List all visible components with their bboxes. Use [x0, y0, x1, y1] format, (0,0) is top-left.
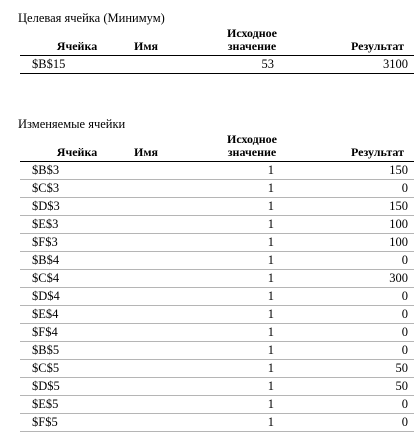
- table-row: [20, 414, 414, 432]
- result-value: 0: [302, 306, 414, 324]
- table-row: [20, 378, 414, 396]
- table-row: [20, 234, 414, 252]
- result-value: 3100: [302, 56, 414, 74]
- result-value: 100: [302, 234, 414, 252]
- cell-address: $D$3: [20, 198, 122, 216]
- result-value: 50: [302, 360, 414, 378]
- header-result: Результат: [350, 39, 404, 53]
- cell-name: [122, 414, 202, 432]
- cell-address: $C$3: [20, 180, 122, 198]
- cell-name: [122, 288, 202, 306]
- result-value: 0: [302, 396, 414, 414]
- cell-name: [122, 198, 202, 216]
- cell-name: [122, 360, 202, 378]
- table-row: [20, 324, 414, 342]
- header-result: Результат: [350, 145, 404, 159]
- original-value: 1: [202, 252, 302, 270]
- cell-name: [122, 306, 202, 324]
- header-original-line1: Исходное: [226, 132, 277, 146]
- cell-name: [122, 56, 202, 74]
- cell-address: $F$3: [20, 234, 122, 252]
- header-name: Имя: [134, 39, 158, 53]
- header-original-line2: значение: [227, 145, 277, 159]
- changing-cells-section-title: Изменяемые ячейки: [18, 117, 126, 131]
- original-value: 1: [202, 216, 302, 234]
- result-value: 0: [302, 414, 414, 432]
- original-value: 1: [202, 288, 302, 306]
- header-original-value: [202, 27, 302, 56]
- original-value: 1: [202, 378, 302, 396]
- header-name: Имя: [134, 145, 158, 159]
- cell-address: $F$4: [20, 324, 122, 342]
- table-row: [20, 396, 414, 414]
- header-cell: Ячейка: [56, 39, 98, 53]
- cell-address: $E$3: [20, 216, 122, 234]
- result-value: 100: [302, 216, 414, 234]
- cell-name: [122, 270, 202, 288]
- original-value: 1: [202, 180, 302, 198]
- table-row: [20, 198, 414, 216]
- cell-address: $C$4: [20, 270, 122, 288]
- header-cell: Ячейка: [56, 145, 98, 159]
- result-value: 0: [302, 252, 414, 270]
- header-original-value: [202, 133, 302, 162]
- cell-address: $D$4: [20, 288, 122, 306]
- table-header-row: [20, 27, 414, 56]
- cell-name: [122, 324, 202, 342]
- cell-address: $E$4: [20, 306, 122, 324]
- original-value: 1: [202, 198, 302, 216]
- cell-name: [122, 180, 202, 198]
- changing-cells-table: [20, 133, 414, 432]
- result-value: 0: [302, 288, 414, 306]
- cell-name: [122, 252, 202, 270]
- cell-name: [122, 162, 202, 180]
- target-cell-table: [20, 27, 414, 74]
- result-value: 0: [302, 180, 414, 198]
- result-value: 0: [302, 342, 414, 360]
- original-value: 1: [202, 396, 302, 414]
- table-row: [20, 56, 414, 74]
- cell-name: [122, 342, 202, 360]
- original-value: 1: [202, 162, 302, 180]
- original-value: 1: [202, 342, 302, 360]
- cell-name: [122, 216, 202, 234]
- target-cell-section-title: Целевая ячейка (Минимум): [18, 11, 165, 25]
- result-value: 0: [302, 324, 414, 342]
- table-row: [20, 288, 414, 306]
- cell-address: $B$15: [20, 56, 122, 74]
- original-value: 1: [202, 324, 302, 342]
- original-value: 1: [202, 360, 302, 378]
- cell-address: $B$3: [20, 162, 122, 180]
- table-row: [20, 360, 414, 378]
- table-row: [20, 180, 414, 198]
- cell-name: [122, 378, 202, 396]
- table-row: [20, 252, 414, 270]
- original-value: 53: [202, 56, 302, 74]
- original-value: 1: [202, 270, 302, 288]
- cell-address: $F$5: [20, 414, 122, 432]
- original-value: 1: [202, 234, 302, 252]
- cell-name: [122, 234, 202, 252]
- result-value: 150: [302, 162, 414, 180]
- header-original-line1: Исходное: [226, 26, 277, 40]
- table-row: [20, 162, 414, 180]
- table-row: [20, 306, 414, 324]
- cell-address: $D$5: [20, 378, 122, 396]
- table-row: [20, 270, 414, 288]
- original-value: 1: [202, 414, 302, 432]
- cell-address: $B$5: [20, 342, 122, 360]
- table-row: [20, 216, 414, 234]
- table-header-row: [20, 133, 414, 162]
- cell-address: $E$5: [20, 396, 122, 414]
- header-original-line2: значение: [227, 39, 277, 53]
- result-value: 300: [302, 270, 414, 288]
- original-value: 1: [202, 306, 302, 324]
- table-row: [20, 342, 414, 360]
- cell-name: [122, 396, 202, 414]
- cell-address: $C$5: [20, 360, 122, 378]
- result-value: 50: [302, 378, 414, 396]
- cell-address: $B$4: [20, 252, 122, 270]
- result-value: 150: [302, 198, 414, 216]
